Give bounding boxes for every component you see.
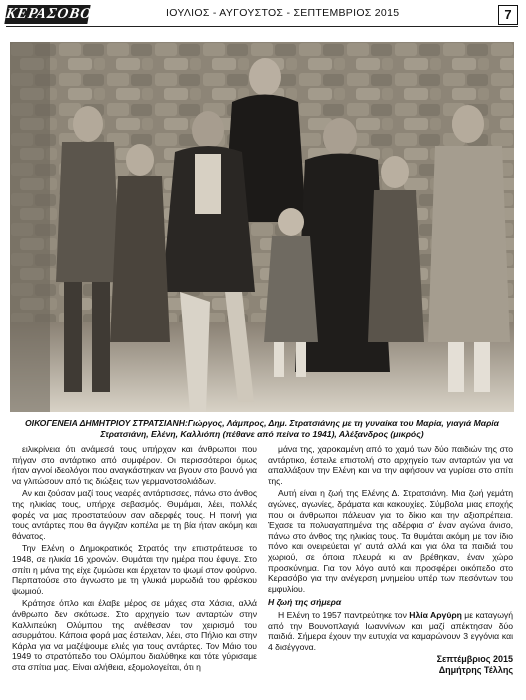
spouse-name: Ηλία Αργύρη: [409, 609, 462, 620]
family-photo: [10, 42, 514, 412]
article-date: Σεπτέμβριος 2015: [436, 654, 513, 665]
article-column-right: [268, 444, 513, 676]
family-photo-image: [10, 42, 514, 412]
signoff: [268, 654, 513, 676]
masthead: ΚΕΡΑΣΟΒΟ: [4, 6, 94, 22]
paragraph: Αν και ζούσαν μαζί τους νεαρές αντάρτισσες, πάνω στο άνθος της ηλικίας τους, υπήρχε σεβασμός. Θυμάμαι, λέει, πολλές φορές να μας προστατεύουν σαν αδερφές τους. Η ποινή για τους αντάρτες που θα άγγιζαν κοπέλα με τη βία ήταν ακόμη και θάνατος.: [12, 488, 257, 541]
paragraph-text: με καταγωγή από την Βουνοπλαγιά Ιωαννίνων και μαζί απέκτησαν δύο παιδιά. Σήμερα έχουν την ευτυχία να καμαρώνουν 3 εγγόνια και 4 δισέγγονα.: [268, 609, 513, 652]
section-subheading: Η ζωή της σήμερα: [268, 597, 342, 608]
paragraph: Κράτησε όπλο και έλαβε μέρος σε μάχες στα Χάσια, αλλά άνθρωπο δεν σκότωσε. Στο αρχηγείο των ανταρτών στην Καλλιπεύκη Ολύμπου της ανέθεσαν τον χειρισμό του ασυρμάτου. Κάποια φορά μας έστειλαν, λέει, στο Πήλιο και στην Κάρλα για να μαζέψουμε ελιές για τους αντάρτες. Τον Μάιο του 1949 το στρατόπεδο του Ολύμπου διαλύθηκε και τότε γύρισαμε στα σπίτια μας. Είναι αλήθεια, εξομολογείται, ότι η: [12, 598, 257, 672]
paragraph: Αυτή είναι η ζωή της Ελένης Δ. Στρατσιάνη. Μια ζωή γεμάτη αγώνες, αγωνίες, δράματα και κακουχίες. Σύμβολα μιας εποχής που οι άνθρωποι πάλευαν για το δίκιο και την αξιοπρέπεια. Έχασε τα πολυαγαπημένα της αδέρφια σ' έναν αγώνα άνισο, πάνω στο άνθος της ηλικίας τους. Τα θυμάται ακόμη με τον ίδιο πόνο και ονειρεύεται γι' αυτά αλλά και για όλα τα παιδιά του χωριού, σε όποια πλευρά κι αν βρέθηκαν, έναν χώρο προσκύνημα. Για τον λόγο αυτό και προσφέρει οικόπεδο στο Κερασόβο για την ανέγερση μνημείου υπέρ των πεσόντων του εμφυλίου.: [268, 488, 513, 594]
photo-caption: ΟΙΚΟΓΕΝΕΙΑ ΔΗΜΗΤΡΙΟΥ ΣΤΡΑΤΣΙΑΝΗ:Γιώργος, Λάμπρος, Δημ. Στρατσιάνης με τη γυναίκα του Μαρία, γιαγιά Μαρία Στρατσιάνη, Ελένη, Καλλιόπη (πέθανε από πείνα το 1941), Αλέξανδρος (μικρός): [25, 418, 499, 439]
paragraph-text: Η Ελένη το 1957 παντρεύτηκε τον: [278, 609, 410, 620]
paragraph: ειλικρίνεια ότι ανάμεσά τους υπήρχαν και άνθρωποι που πήγαν στο αντάρτικο από συμφέρον. Οι περισσότεροι όμως ήταν αγνοί ιδεολόγοι που αναγκάστηκαν να βγουν στο βουνό για να γλιτώσουν από τις διώξεις των γερμανοτσολιάδων.: [12, 444, 257, 486]
issue-date: ΙΟΥΛΙΟΣ - ΑΥΓΟΥΣΤΟΣ - ΣΕΠΤΕΜΒΡΙΟΣ 2015: [166, 7, 400, 19]
article-column-left: [12, 444, 257, 674]
page-number: 7: [498, 5, 518, 25]
author-name: Δημήτρης Τέλλης: [438, 665, 513, 676]
paragraph: [268, 610, 513, 652]
page-header: [6, 5, 518, 27]
paragraph: μάνα της, χαροκαμένη από το χαμό των δύο παιδιών της στο αντάρτικο, έστειλε επιστολή στο αρχηγείο των ανταρτών για να απαλλάξουν την Ελένη και να την αφήσουν να γυρίσει στο σπίτι της.: [268, 444, 513, 486]
paragraph: Την Ελένη ο Δημοκρατικός Στρατός την επιστράτευσε το 1948, σε ηλικία 16 χρονών. Θυμάται την ημέρα που έφυγε. Στο σπίτι η μάνα της είχε ζυμώσει και έρχεταν το ψωμί στον φούρνο. Περπατούσε στο άγνωστο με τη γλυκιά μυρωδιά του φρέσκου ψωμιού.: [12, 543, 257, 596]
